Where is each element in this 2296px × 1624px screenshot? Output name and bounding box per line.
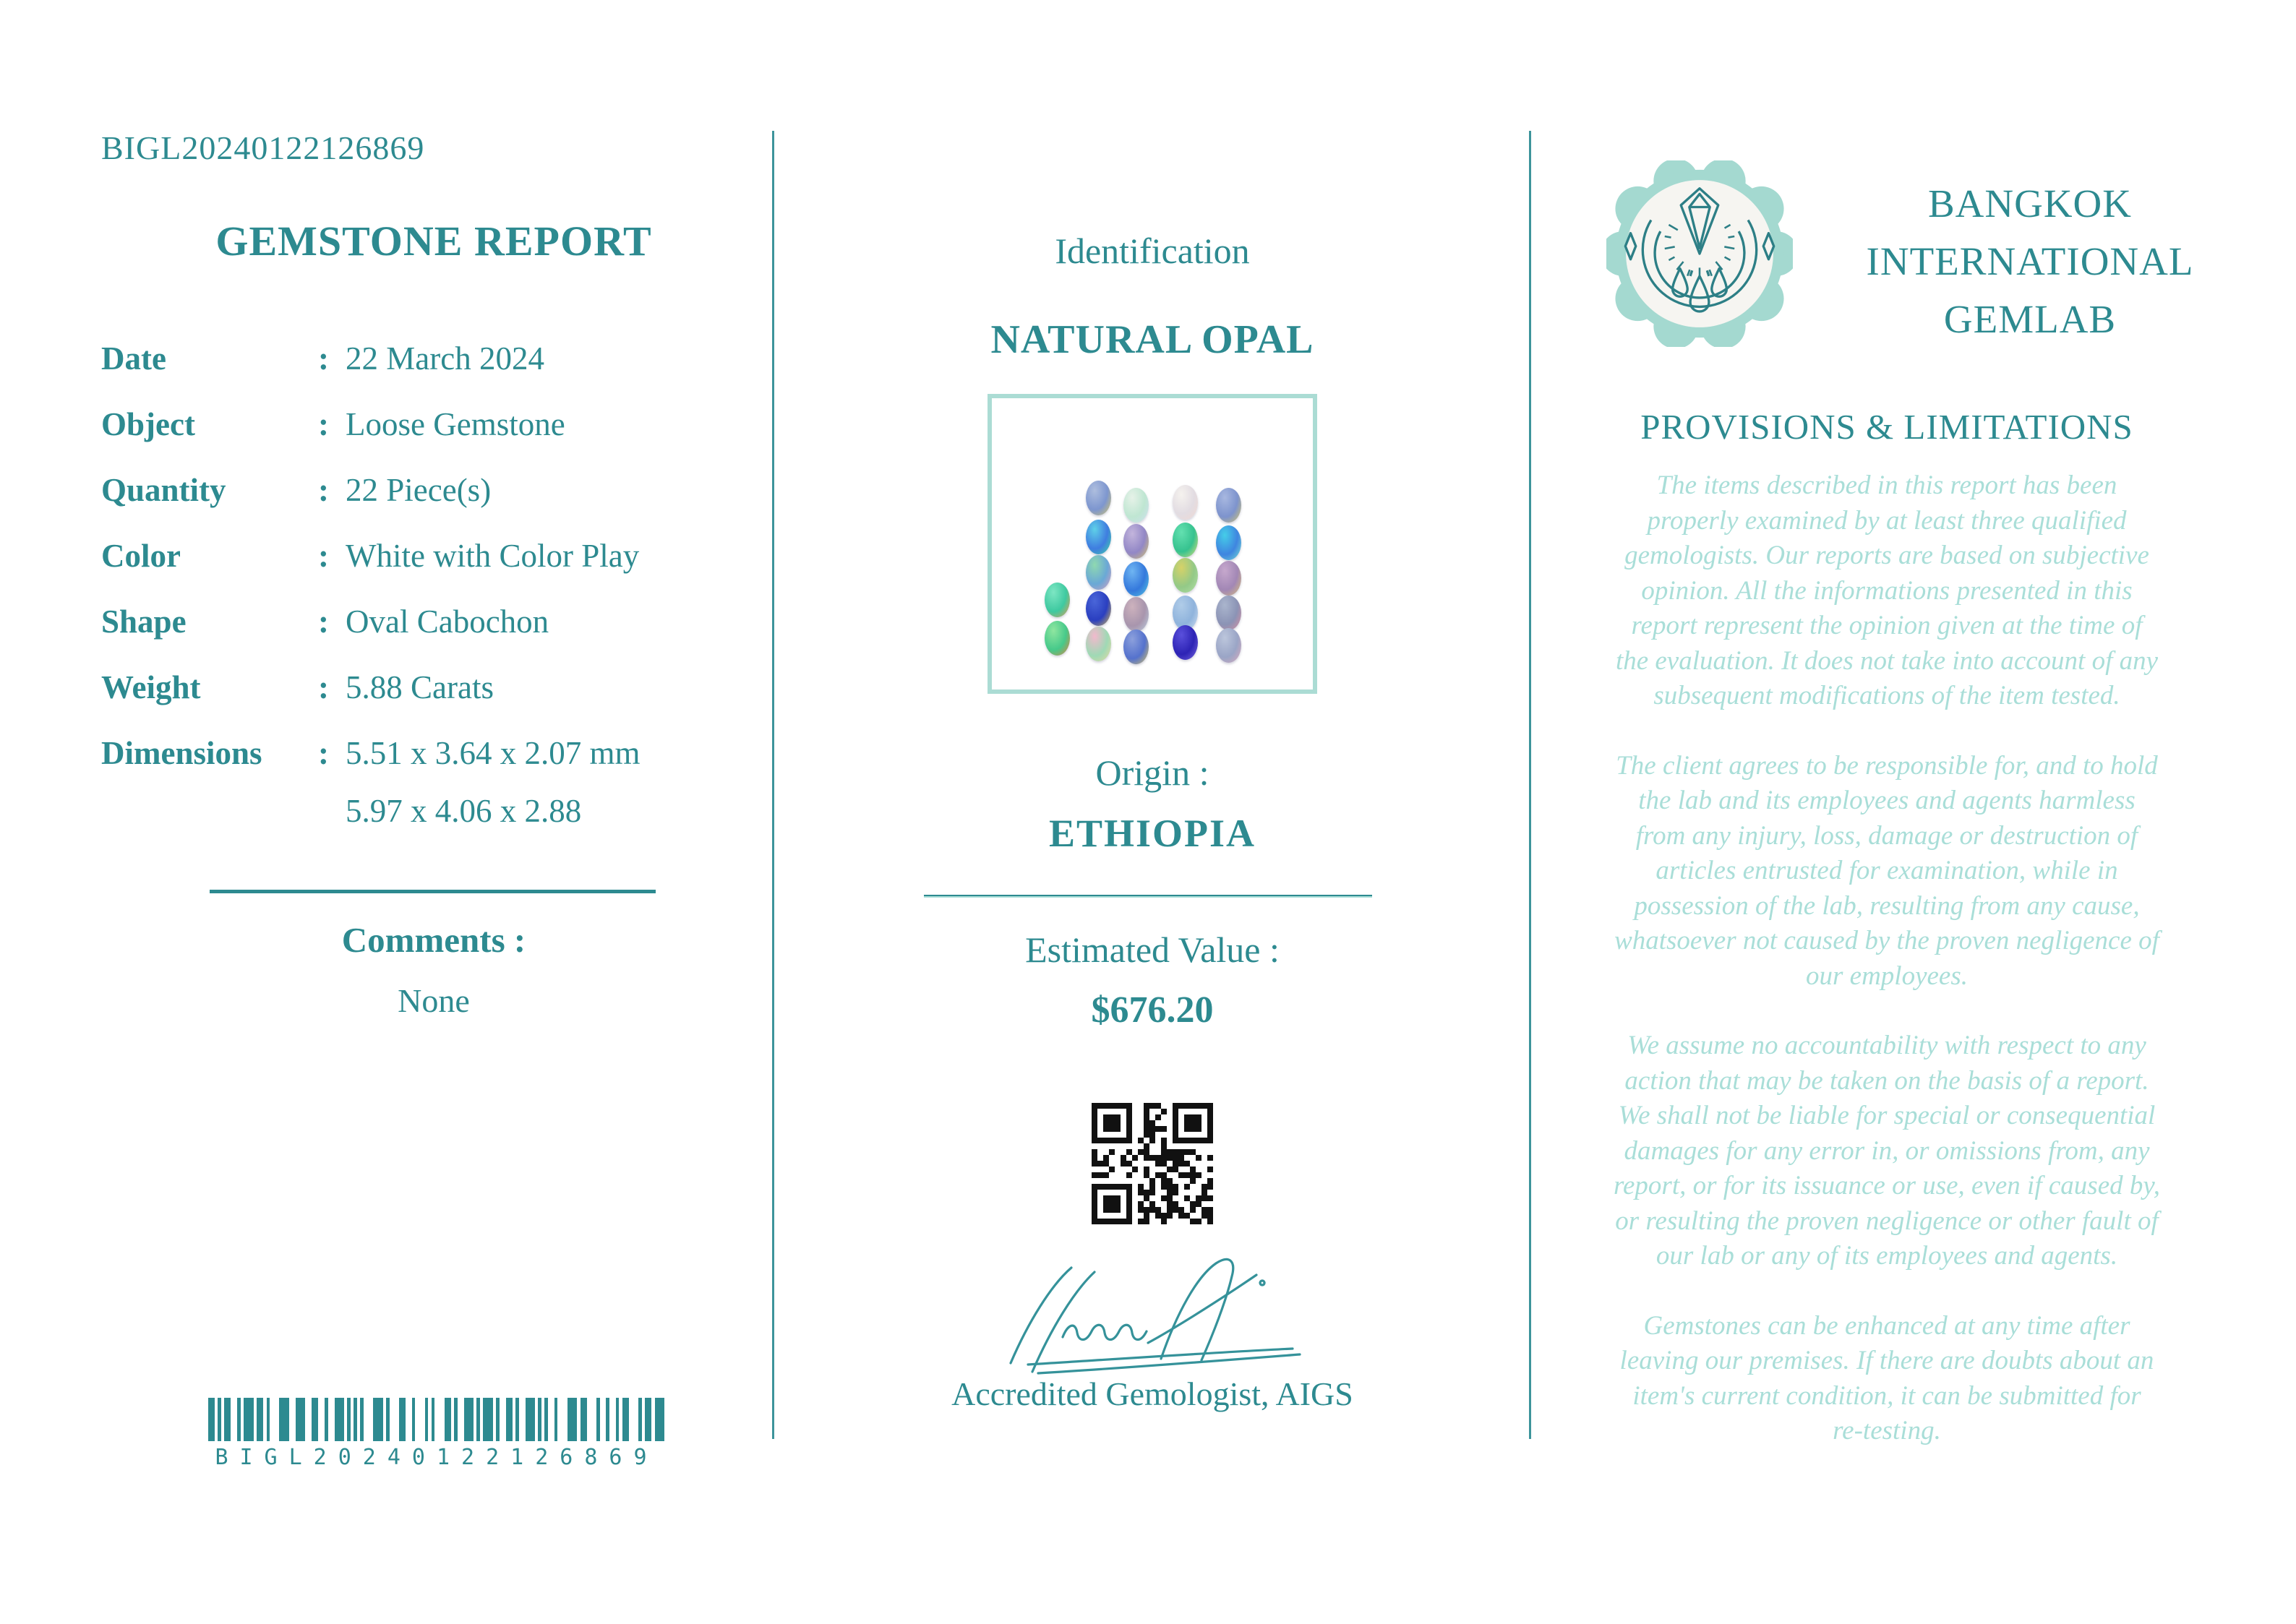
provisions-paragraph bbox=[1554, 468, 2219, 714]
lab-logo-icon bbox=[1606, 160, 1793, 347]
value-divider-line bbox=[924, 895, 1372, 898]
gemologist-signature bbox=[990, 1256, 1323, 1379]
estimated-value: $676.20 bbox=[1091, 989, 1214, 1031]
field-row-object bbox=[101, 405, 774, 443]
opal-stone bbox=[1086, 627, 1111, 661]
barcode-bar bbox=[581, 1398, 587, 1441]
field-value-line2: 5.97 x 4.06 x 2.88 bbox=[346, 793, 582, 829]
barcode-bar bbox=[218, 1398, 220, 1441]
barcode-bar bbox=[645, 1398, 651, 1441]
barcode-bar bbox=[432, 1398, 434, 1441]
lab-name-line3: GEMLAB bbox=[1943, 297, 2117, 341]
field-value: 5.88 Carats bbox=[346, 669, 494, 705]
origin-value: ETHIOPIA bbox=[1048, 812, 1256, 855]
provisions-line: item's current condition, it can be submitted for bbox=[1632, 1380, 2141, 1411]
provisions-line: properly examined by at least three qualified bbox=[1647, 505, 2127, 536]
barcode-bar bbox=[360, 1398, 363, 1441]
opal-stone bbox=[1123, 488, 1149, 523]
barcode-bar bbox=[267, 1398, 270, 1441]
estimated-value-label: Estimated Value : bbox=[1025, 929, 1280, 970]
barcode-bar bbox=[544, 1398, 547, 1441]
barcode-bar bbox=[638, 1398, 641, 1441]
gem-name: NATURAL OPAL bbox=[990, 317, 1314, 362]
field-row-date bbox=[101, 340, 774, 377]
barcode-bar bbox=[506, 1398, 513, 1441]
field-row-quantity bbox=[101, 471, 774, 509]
qr-code-image bbox=[1086, 1097, 1219, 1230]
barcode-bar bbox=[454, 1398, 457, 1441]
opal-stone bbox=[1216, 488, 1241, 523]
provisions-line: articles entrusted for examination, while in bbox=[1655, 856, 2118, 885]
field-row-shape bbox=[101, 603, 774, 640]
origin-label: Origin : bbox=[1095, 752, 1209, 793]
opal-stone bbox=[1123, 630, 1149, 664]
barcode-bar bbox=[554, 1398, 557, 1441]
provisions-line: or resulting the proven negligence or other fault of bbox=[1615, 1206, 2159, 1236]
lab-name bbox=[1848, 175, 2212, 348]
provisions-line: report represent the opinion given at the time of bbox=[1631, 611, 2143, 640]
barcode-bar bbox=[399, 1398, 406, 1441]
barcode-bar bbox=[224, 1398, 231, 1441]
report-number: BIGL20240122126869 bbox=[101, 129, 425, 166]
provisions-line: possession of the lab, resulting from any cause, bbox=[1634, 890, 2140, 921]
field-label: Dimensions bbox=[101, 735, 262, 771]
provisions-line: Gemstones can be enhanced at any time after bbox=[1643, 1310, 2130, 1341]
provisions-line: our lab or any of its employees and agents. bbox=[1655, 1241, 2118, 1271]
barcode-bars bbox=[208, 1398, 665, 1441]
opal-stone bbox=[1173, 625, 1198, 660]
barcode-bar bbox=[244, 1398, 253, 1441]
provisions-line: We shall not be liable for special or consequential bbox=[1618, 1101, 2156, 1130]
field-colon: : bbox=[318, 538, 329, 574]
provisions-line: gemologists. Our reports are based on subjective bbox=[1624, 541, 2149, 570]
barcode-bar bbox=[538, 1398, 541, 1441]
comments-divider-line bbox=[210, 890, 656, 893]
field-row-weight bbox=[101, 669, 774, 706]
opal-stone bbox=[1216, 628, 1241, 663]
field-colon: : bbox=[318, 406, 329, 442]
field-label: Quantity bbox=[101, 472, 226, 508]
barcode-bar bbox=[296, 1398, 305, 1441]
field-row-dimensions bbox=[101, 734, 774, 772]
field-label: Color bbox=[101, 538, 181, 574]
barcode-bar bbox=[483, 1398, 492, 1441]
barcode-bar bbox=[354, 1398, 356, 1441]
provisions-line: our employees. bbox=[1806, 961, 1968, 991]
field-label: Object bbox=[101, 406, 195, 442]
field-value: 22 March 2024 bbox=[346, 340, 544, 377]
field-colon: : bbox=[318, 340, 329, 377]
barcode-bar bbox=[347, 1398, 350, 1441]
barcode bbox=[208, 1398, 665, 1470]
field-value: Loose Gemstone bbox=[346, 406, 565, 442]
field-label: Shape bbox=[101, 603, 187, 640]
report-fields-table bbox=[101, 340, 774, 829]
provisions-line: leaving our premises. If there are doubts about an bbox=[1619, 1346, 2154, 1375]
field-value: 22 Piece(s) bbox=[346, 472, 492, 508]
opal-stone bbox=[1173, 523, 1198, 557]
barcode-bar bbox=[325, 1398, 327, 1441]
barcode-bar bbox=[526, 1398, 535, 1441]
opal-stone bbox=[1216, 525, 1241, 560]
barcode-bar bbox=[373, 1398, 382, 1441]
opal-stone bbox=[1123, 597, 1149, 632]
provisions-heading: PROVISIONS & LIMITATIONS bbox=[1640, 407, 2133, 447]
opal-stone bbox=[1216, 596, 1241, 630]
provisions-line: from any injury, loss, damage or destruction of bbox=[1635, 820, 2138, 851]
opal-stone bbox=[1123, 562, 1149, 596]
barcode-bar bbox=[257, 1398, 263, 1441]
barcode-bar bbox=[208, 1398, 215, 1441]
barcode-bar bbox=[496, 1398, 499, 1441]
provisions-line: opinion. All the informations presented in this bbox=[1641, 575, 2133, 606]
barcode-bar bbox=[616, 1398, 619, 1441]
field-label: Weight bbox=[101, 669, 201, 705]
barcode-bar bbox=[567, 1398, 577, 1441]
opal-stone bbox=[1045, 621, 1070, 656]
barcode-bar bbox=[445, 1398, 451, 1441]
provisions-line: The client agrees to be responsible for, and to hold bbox=[1616, 750, 2158, 781]
lab-name-line1: BANGKOK bbox=[1928, 181, 2132, 225]
field-label: Date bbox=[101, 340, 166, 377]
provisions-paragraph bbox=[1554, 1309, 2219, 1449]
opal-stone bbox=[1123, 524, 1149, 559]
barcode-bar bbox=[606, 1398, 609, 1441]
barcode-bar bbox=[655, 1398, 664, 1441]
field-value: 5.51 x 3.64 x 2.07 mm bbox=[346, 735, 641, 771]
barcode-bar bbox=[622, 1398, 629, 1441]
barcode-bar bbox=[386, 1398, 389, 1441]
comments-value: None bbox=[398, 982, 470, 1019]
barcode-bar bbox=[464, 1398, 474, 1441]
provisions-line: report, or for its issuance or use, even if caused by, bbox=[1613, 1171, 2160, 1200]
identification-heading: Identification bbox=[1055, 231, 1250, 271]
barcode-bar bbox=[335, 1398, 344, 1441]
barcode-bar bbox=[312, 1398, 318, 1441]
provisions-line: We assume no accountability with respect to any bbox=[1627, 1031, 2146, 1060]
provisions-paragraph bbox=[1554, 1028, 2219, 1274]
barcode-bar bbox=[412, 1398, 415, 1441]
provisions-line: subsequent modifications of the item tested. bbox=[1653, 681, 2120, 710]
lab-name-line2: INTERNATIONAL bbox=[1866, 239, 2194, 283]
barcode-bar bbox=[279, 1398, 288, 1441]
provisions-line: whatsoever not caused by the proven negligence of bbox=[1614, 926, 2159, 955]
opal-stone bbox=[1216, 561, 1241, 596]
provisions-line: re-testing. bbox=[1833, 1416, 1941, 1445]
barcode-bar bbox=[237, 1398, 240, 1441]
provisions-text bbox=[1554, 468, 2219, 1484]
barcode-text: BIGL20240122126869 bbox=[215, 1445, 659, 1470]
opal-stone bbox=[1173, 485, 1198, 520]
provisions-line: the lab and its employees and agents harmless bbox=[1638, 786, 2136, 815]
barcode-bar bbox=[425, 1398, 428, 1441]
provisions-line: The items described in this report has been bbox=[1656, 471, 2117, 500]
provisions-line: action that may be taken on the basis of a report. bbox=[1624, 1065, 2149, 1096]
provisions-paragraph bbox=[1554, 749, 2219, 994]
field-colon: : bbox=[318, 603, 329, 640]
report-title: GEMSTONE REPORT bbox=[215, 218, 652, 265]
opal-stone bbox=[1086, 520, 1111, 554]
gemstone-photo bbox=[988, 394, 1317, 694]
barcode-bar bbox=[476, 1398, 479, 1441]
field-row-color bbox=[101, 537, 774, 575]
gemologist-title: Accredited Gemologist, AIGS bbox=[951, 1375, 1353, 1412]
provisions-line: the evaluation. It does not take into account of any bbox=[1615, 645, 2159, 676]
field-value: White with Color Play bbox=[346, 538, 640, 574]
opal-stone bbox=[1086, 555, 1111, 590]
comments-label: Comments : bbox=[341, 920, 526, 960]
field-value: Oval Cabochon bbox=[346, 603, 549, 640]
opal-stone bbox=[1086, 481, 1111, 515]
field-colon: : bbox=[318, 735, 329, 771]
opal-stone bbox=[1086, 591, 1111, 626]
field-colon: : bbox=[318, 472, 329, 508]
barcode-bar bbox=[596, 1398, 599, 1441]
field-colon: : bbox=[318, 669, 329, 705]
barcode-bar bbox=[515, 1398, 518, 1441]
opal-stone bbox=[1045, 583, 1070, 617]
opal-stone bbox=[1173, 558, 1198, 593]
provisions-line: damages for any error in, or omissions from, any bbox=[1624, 1135, 2150, 1166]
